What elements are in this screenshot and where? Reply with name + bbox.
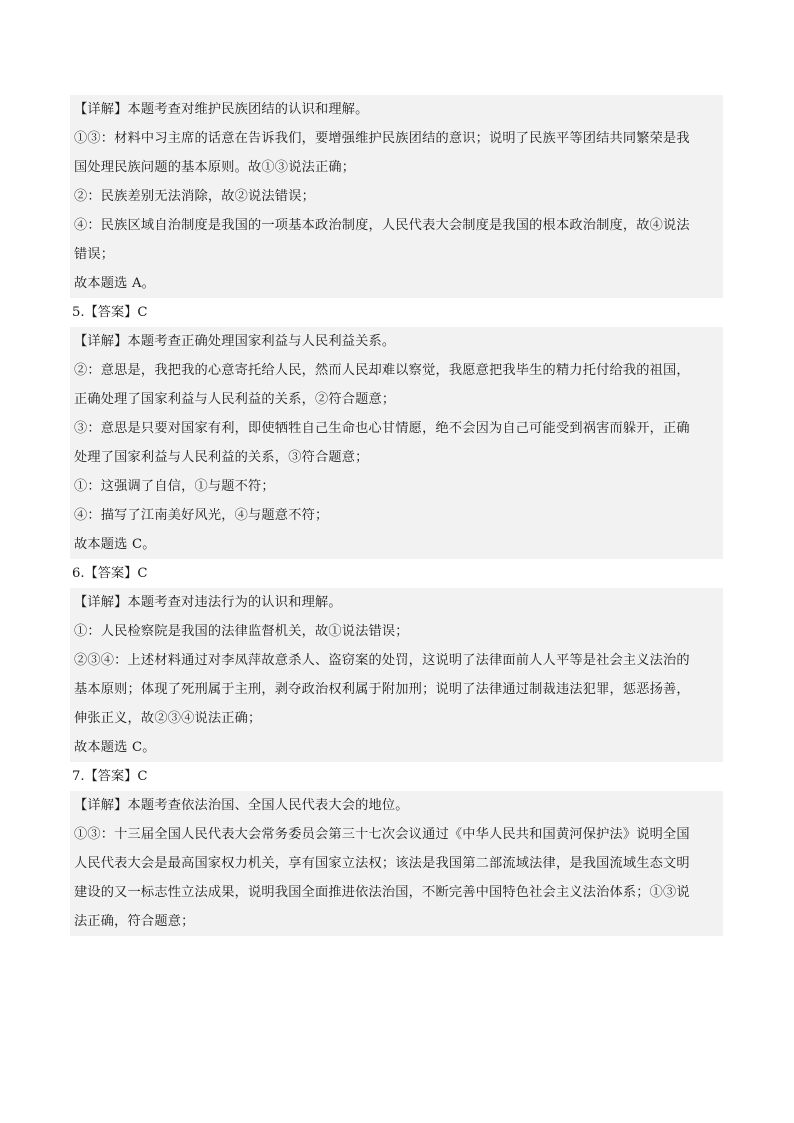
detail-line: ①③：材料中习主席的话意在告诉我们，要增强维护民族团结的意识；说明了民族平等团结共同繁荣是我 (74, 131, 690, 146)
detail-block-4 (70, 95, 723, 298)
detail-line: 基本原则；体现了死刑属于主刑，剥夺政治权利属于附加刑；说明了法律通过制裁违法犯罪，惩恶扬善， (74, 682, 690, 697)
detail-conclusion: 故本题选 A。 (74, 276, 156, 291)
detail-line: 国处理民族问题的基本原则。故①③说法正确； (74, 160, 356, 175)
detail-line: ②③④：上述材料通过对李凤萍故意杀人、盗窃案的处罚，这说明了法律面前人人平等是社会主义法治的 (74, 653, 690, 668)
detail-line: ②：意思是，我把我的心意寄托给人民，然而人民却难以察觉，我愿意把我毕生的精力托付给我的祖国， (74, 363, 690, 378)
detail-line: 错误； (74, 247, 115, 262)
detail-line: ①：人民检察院是我国的法律监督机关，故①说法错误； (74, 624, 409, 639)
detail-line: 处理了国家利益与人民利益的关系，③符合题意； (74, 450, 369, 465)
detail-title: 【详解】本题考查对违法行为的认识和理解。 (74, 595, 342, 610)
detail-line: 法正确，符合题意； (74, 914, 195, 929)
detail-line: 正确处理了国家利益与人民利益的关系，②符合题意； (74, 392, 396, 407)
detail-line: 建设的又一标志性立法成果，说明我国全面推进依法治国，不断完善中国特色社会主义法治体系；①③说 (74, 885, 690, 900)
detail-conclusion: 故本题选 C。 (74, 537, 156, 552)
answer-heading-7: 7.【答案】C (72, 769, 148, 784)
detail-line: ④：描写了江南美好风光，④与题意不符； (74, 508, 329, 523)
detail-line: ②：民族差别无法消除，故②说法错误； (74, 189, 315, 204)
detail-title: 【详解】本题考查正确处理国家利益与人民利益关系。 (74, 334, 396, 349)
detail-line: 人民代表大会是最高国家权力机关，享有国家立法权；该法是我国第二部流域法律，是我国流域生态文明 (74, 856, 690, 871)
detail-block-6 (70, 588, 723, 762)
answer-heading-6: 6.【答案】C (72, 566, 148, 581)
detail-block-5 (70, 327, 723, 559)
detail-title: 【详解】本题考查对维护民族团结的认识和理解。 (74, 102, 369, 117)
detail-conclusion: 故本题选 C。 (74, 740, 156, 755)
detail-line: ①③：十三届全国人民代表大会常务委员会第三十七次会议通过《中华人民共和国黄河保护法》说明全国 (74, 827, 690, 842)
detail-line: 伸张正义，故②③④说法正确； (74, 711, 262, 726)
answer-document (70, 95, 723, 936)
detail-title: 【详解】本题考查依法治国、全国人民代表大会的地位。 (74, 798, 409, 813)
detail-line: ④：民族区域自治制度是我国的一项基本政治制度，人民代表大会制度是我国的根本政治制度，故④说法 (74, 218, 690, 233)
answer-heading-5: 5.【答案】C (72, 305, 148, 320)
detail-line: ①：这强调了自信，①与题不符； (74, 479, 275, 494)
detail-block-7 (70, 791, 723, 936)
detail-line: ③：意思是只要对国家有利，即使牺牲自己生命也心甘情愿，绝不会因为自己可能受到祸害而躲开，正确 (74, 421, 690, 436)
